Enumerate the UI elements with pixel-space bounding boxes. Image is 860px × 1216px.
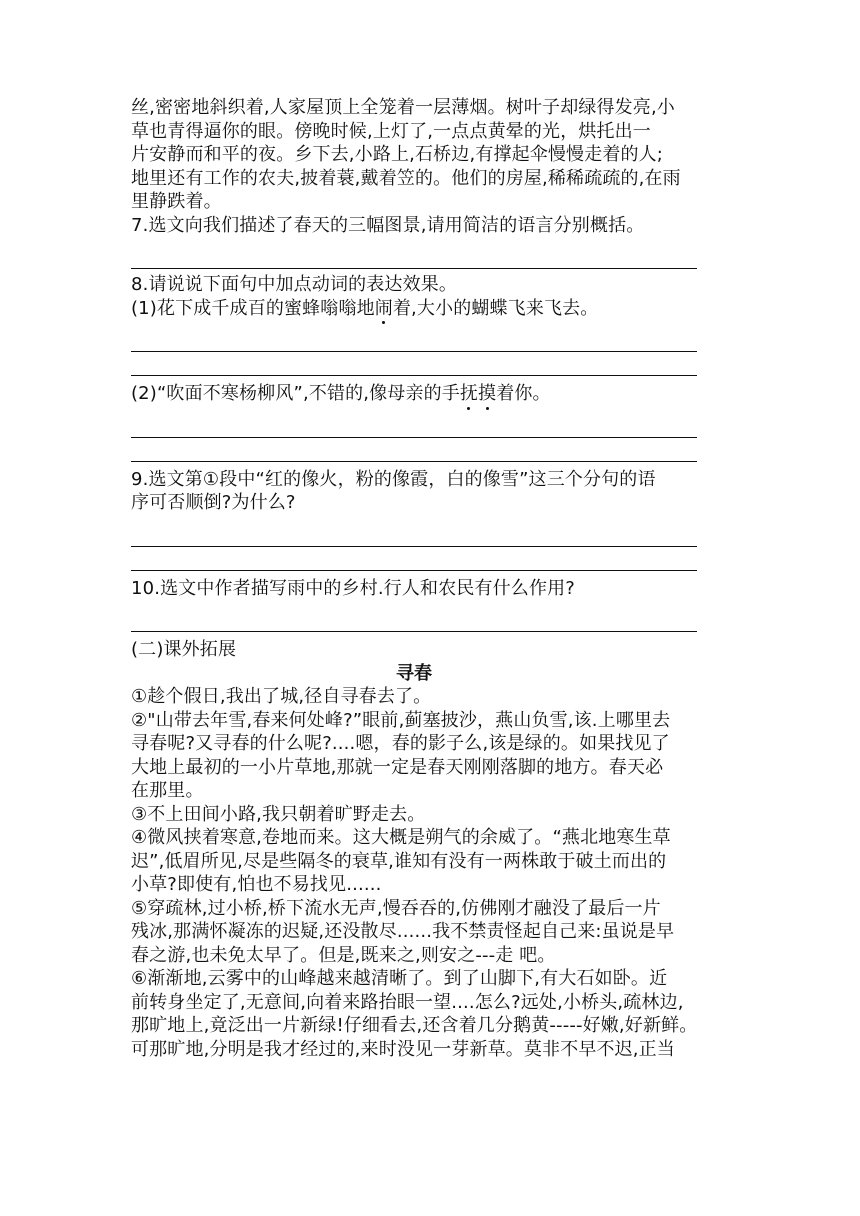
answer-blank-q9-b[interactable] bbox=[131, 551, 741, 571]
dotted-verb: 摸 bbox=[478, 383, 497, 404]
answer-blank-q8-1-b[interactable] bbox=[131, 356, 741, 376]
article-line: ⑤穿疏林,过小桥,桥下流水无声,慢吞吞的,仿佛刚才融没了最后一片 bbox=[131, 897, 661, 919]
section-heading: (二)课外拓展 bbox=[131, 639, 237, 660]
question-7: 7.选文向我们描述了春天的三幅图景,请用简洁的语言分别概括。 bbox=[131, 214, 645, 236]
passage-line: 草也青得逼你的眼。傍晚时候,上灯了,一点点黄晕的光，烘托出一 bbox=[131, 120, 651, 142]
article-line: ③不上田间小路,我只朝着旷野走去。 bbox=[131, 803, 426, 825]
article-title: 寻春 bbox=[396, 662, 432, 684]
answer-blank-q8-1-a[interactable] bbox=[131, 320, 741, 356]
article-line: 残冰,那满怀凝冻的迟疑,还没散尽......我不禁责怪起自己来:虽说是早 bbox=[131, 921, 675, 942]
passage-line: 片安静而和平的夜。乡下去,小路上,石桥边,有撑起伞慢慢走着的人; bbox=[131, 144, 664, 165]
article-line: 那旷地上,竟泛出一片新绿!仔细看去,还含着几分鹅黄-----好嫩,好新鲜。 bbox=[131, 1015, 698, 1036]
dotted-verb: 闹 bbox=[374, 297, 393, 319]
answer-line bbox=[131, 268, 697, 269]
q8-2-text-after: 着你。 bbox=[496, 383, 551, 404]
article-line: ⑥渐渐地,云雾中的山峰越来越清晰了。到了山脚下,有大石如卧。近 bbox=[131, 968, 668, 989]
article-line: 大地上最初的一小片草地,那就一定是春天刚刚落脚的地方。春天必 bbox=[131, 756, 664, 778]
passage-continued bbox=[131, 96, 741, 214]
answer-blank-q10[interactable] bbox=[131, 600, 741, 636]
answer-line bbox=[131, 546, 697, 547]
article-line: 前转身坐定了,无意间,向着来路抬眼一望....怎么?远处,小桥头,疏林边, bbox=[131, 991, 684, 1013]
answer-line bbox=[131, 570, 697, 571]
article-body bbox=[131, 685, 741, 1061]
article-line: 迟”,低眉所见,尽是些隔冬的衰草,谁知有没有一两株敢于破土而出的 bbox=[131, 850, 667, 872]
answer-line bbox=[131, 375, 697, 376]
article-line: 寻春呢?又寻春的什么呢?....嗯，春的影子么,该是绿的。如果找见了 bbox=[131, 733, 670, 754]
answer-blank-q9-a[interactable] bbox=[131, 515, 741, 551]
article-line: 在那里。 bbox=[131, 780, 204, 801]
dotted-verb: 抚 bbox=[459, 383, 479, 404]
article-line: 可那旷地,分明是我才经过的,来时没见一芽新草。莫非不早不迟,正当 bbox=[131, 1038, 675, 1060]
q8-1-text-after: 着,大小的蝴蝶飞来飞去。 bbox=[392, 297, 599, 319]
answer-blank-q8-2-a[interactable] bbox=[131, 406, 741, 442]
passage-line: 丝,密密地斜织着,人家屋顶上全笼着一层薄烟。树叶子却绿得发亮,小 bbox=[131, 97, 675, 118]
answer-line bbox=[131, 461, 697, 462]
answer-line bbox=[131, 437, 697, 438]
answer-line bbox=[131, 351, 697, 352]
question-9-line-1: 9.选文第①段中“红的像火，粉的像霞，白的像雪”这三个分句的语 bbox=[131, 468, 656, 490]
article-line: ①趁个假日,我出了城,径自寻春去了。 bbox=[131, 686, 432, 707]
question-8-2 bbox=[131, 382, 741, 406]
question-9-line-2: 序可否顺倒?为什么? bbox=[131, 492, 296, 513]
answer-blank-q8-2-b[interactable] bbox=[131, 442, 741, 462]
article-line: ④微风挟着寒意,卷地而来。这大概是朔气的余威了。“燕北地寒生草 bbox=[131, 827, 671, 848]
question-8: 8.请说说下面句中加点动词的表达效果。 bbox=[131, 274, 458, 295]
passage-line: 地里还有工作的农夫,披着蓑,戴着笠的。他们的房屋,稀稀疏疏的,在雨 bbox=[131, 167, 681, 189]
answer-line bbox=[131, 631, 697, 632]
question-10: 10.选文中作者描写雨中的乡村.行人和农民有什么作用? bbox=[131, 577, 575, 599]
article-line: 小草?即使有,怕也不易找见...... bbox=[131, 874, 382, 895]
answer-blank-q7[interactable] bbox=[131, 237, 741, 273]
article-line: ②"山带去年雪,春来何处峰?”眼前,蓟塞披沙，燕山负雪,该.上哪里去 bbox=[131, 709, 671, 731]
q8-2-text-before: (2)“吹面不寒杨柳风”,不错的,像母亲的手 bbox=[131, 383, 460, 404]
page-content bbox=[131, 96, 741, 1061]
question-8-1 bbox=[131, 297, 741, 321]
q8-1-text-before: (1)花下成千成百的蜜蜂嗡嗡地 bbox=[131, 297, 375, 319]
passage-line: 里静跌着。 bbox=[131, 191, 222, 212]
article-line: 春之游,也未免太早了。但是,既来之,则安之---走 吧。 bbox=[131, 944, 556, 966]
